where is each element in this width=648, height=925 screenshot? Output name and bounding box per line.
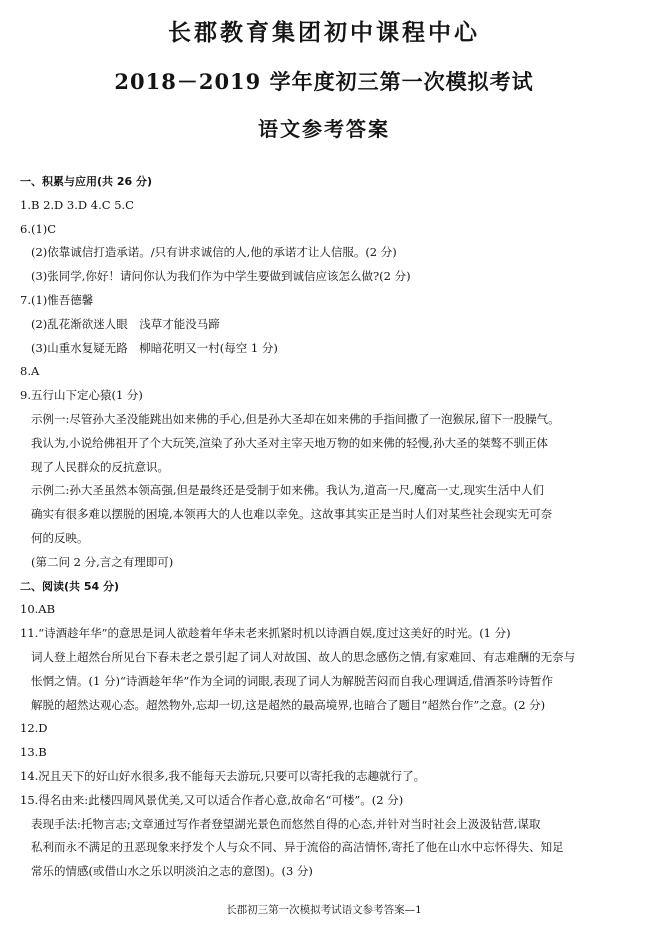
- organization-title: 长郡教育集团初中课程中心: [168, 19, 480, 46]
- answer-line: 现了人民群众的反抗意识。: [31, 459, 169, 474]
- document-title: 语文参考答案: [258, 117, 390, 141]
- answer-line: 怅惘之情。(1 分)“诗酒趁年华”作为全词的词眼,表现了词人为解脱苦闷而自我心理调适,借酒茶吟诗暂作: [31, 673, 554, 688]
- answer-content: [20, 170, 638, 884]
- answer-line: (3)山重水复疑无路 柳暗花明又一村(每空 1 分): [31, 340, 278, 355]
- answer-line: 确实有很多难以摆脱的困境,本领再大的人也难以幸免。这故事其实正是当时人们对某些社会现实无可奈: [31, 507, 553, 522]
- answer-line: 何的反映。: [31, 530, 89, 545]
- answer-line: (第二问 2 分,言之有理即可): [31, 554, 174, 569]
- answer-line: 13.B: [20, 745, 47, 760]
- answer-line: 8.A: [20, 364, 40, 379]
- answer-line: (2)依靠诚信打造承诺。/只有讲求诚信的人,他的承诺才让人信服。(2 分): [31, 245, 397, 260]
- answer-line: 9.五行山下定心猿(1 分): [20, 388, 143, 403]
- answer-line: 示例二:孙大圣虽然本领高强,但是最终还是受制于如来佛。我认为,道高一尺,魔高一丈,现实生活中人们: [31, 483, 544, 498]
- answer-line: 10.AB: [20, 602, 56, 617]
- answer-line: 我认为,小说给佛祖开了个大玩笑,渲染了孙大圣对主宰天地万物的如来佛的轻慢,孙大圣的桀骜不驯正体: [31, 435, 548, 450]
- answer-line: (2)乱花渐欲迷人眼 浅草才能没马蹄: [31, 316, 220, 331]
- answer-line: 14.况且天下的好山好水很多,我不能每天去游玩,只要可以寄托我的志趣就行了。: [20, 768, 426, 783]
- answer-line: 常乐的情感(或借山水之乐以明淡泊之志的意图)。(3 分): [31, 864, 313, 879]
- section-heading: 一、积累与应用(共 26 分): [20, 175, 153, 188]
- exam-title: 2018－2019 学年度初三第一次模拟考试: [114, 69, 534, 94]
- answer-line: 表现手法:托物言志;文章通过写作者登望湖光景色而悠然自得的心态,并针对当时社会上汲汲钻营,谋取: [31, 816, 541, 831]
- answer-line: 1.B 2.D 3.D 4.C 5.C: [20, 197, 134, 212]
- page-footer: 长郡初三第一次模拟考试语文参考答案—1: [226, 904, 422, 916]
- answer-line: 11.“诗酒趁年华”的意思是词人欲趁着年华未老来抓紧时机以诗酒自娱,度过这美好的时光。(1 分): [20, 626, 511, 641]
- answer-line: 解脱的超然达观心态。超然物外,忘却一切,这是超然的最高境界,也暗合了题目“超然台作”之意。(2 分): [31, 697, 546, 712]
- answer-line: 12.D: [20, 721, 48, 736]
- answer-line: 7.(1)惟吾德馨: [20, 292, 94, 307]
- answer-line: 词人登上超然台所见台下春未老之景引起了词人对故国、故人的思念感伤之情,有家难回、有志难酬的无奈与: [31, 649, 576, 664]
- section-heading: 二、阅读(共 54 分): [20, 579, 120, 593]
- answer-line: 私利而永不满足的丑恶现象来抒发个人与众不同、异于流俗的高洁情怀,寄托了他在山水中忘怀得失、知足: [31, 840, 564, 855]
- answer-line: 6.(1)C: [20, 221, 57, 236]
- answer-line: 15.得名由来:此楼四周风景优美,又可以适合作者心意,故命名“可楼”。(2 分): [20, 792, 404, 807]
- answer-line: (3)张同学,你好！请问你认为我们作为中学生要做到诚信应该怎么做?(2 分): [31, 269, 411, 284]
- answer-line: 示例一:尽管孙大圣没能跳出如来佛的手心,但是孙大圣却在如来佛的手指间撒了一泡猴尿,留下一股臊气。: [31, 411, 560, 426]
